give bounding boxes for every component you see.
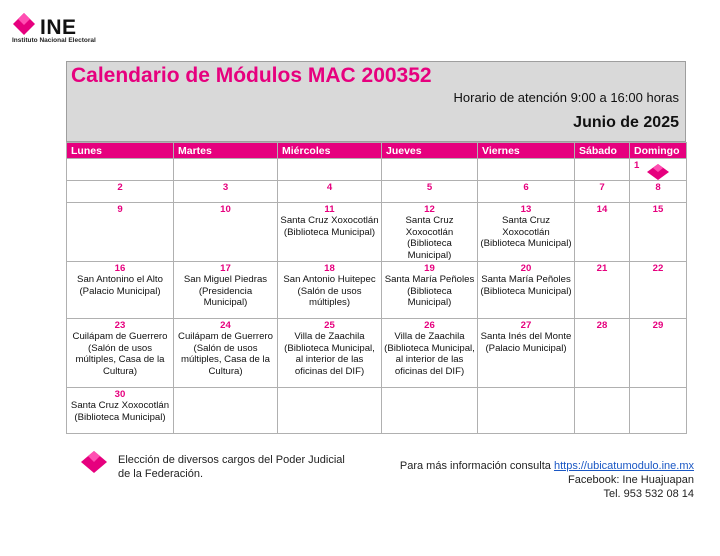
day-cell	[630, 388, 687, 434]
logo-subtitle: Instituto Nacional Electoral	[12, 37, 96, 44]
module-location: Villa de Zaachila (Biblioteca Municipal, al interior de las oficinas del DIF)	[284, 331, 375, 377]
day-number: 24	[220, 320, 231, 332]
day-number: 5	[426, 182, 433, 193]
day-cell	[575, 203, 630, 262]
day-cell	[382, 159, 478, 181]
day-cell	[630, 262, 687, 319]
day-number: 10	[220, 204, 231, 215]
day-number: 16	[114, 263, 126, 275]
info-link[interactable]: https://ubicatumodulo.ine.mx	[553, 460, 694, 472]
day-cell	[174, 181, 278, 203]
calendar-table	[66, 142, 687, 434]
calendar-header	[66, 61, 686, 142]
module-location: San Antonino el Alto (Palacio Municipal)	[77, 274, 163, 297]
day-cell	[174, 388, 278, 434]
day-number: 19	[424, 263, 435, 275]
day-cell	[67, 159, 174, 181]
day-number: 15	[652, 204, 664, 215]
day-cell	[174, 203, 278, 262]
day-cell	[630, 159, 687, 181]
day-cell	[478, 159, 575, 181]
day-cell	[278, 319, 382, 388]
day-number: 7	[599, 182, 605, 193]
day-cell	[575, 159, 630, 181]
day-cell	[478, 319, 575, 388]
day-number: 23	[114, 320, 126, 332]
week-row	[67, 388, 687, 434]
day-number: 30	[114, 389, 126, 401]
module-location: Santa Cruz Xoxocotlán (Biblioteca Municipal)	[280, 215, 379, 238]
module-location: Santa Cruz Xoxocotlán (Biblioteca Municipal)	[480, 215, 572, 250]
day-cell	[278, 181, 382, 203]
day-cell	[575, 319, 630, 388]
day-cell	[478, 181, 575, 203]
day-cell	[575, 181, 630, 203]
day-number: 21	[596, 263, 608, 275]
legend-line: de la Federación.	[118, 467, 203, 480]
legend-text	[118, 454, 345, 481]
month-label: Junio de 2025	[573, 114, 679, 131]
day-cell	[278, 388, 382, 434]
module-location: San Miguel Piedras (Presidencia Municipal)	[183, 274, 268, 309]
module-location: Santa Cruz Xoxocotlán (Biblioteca Municipal)	[70, 400, 170, 423]
module-location: Santa María Peñoles (Biblioteca Municipal)	[384, 274, 475, 309]
day-number: 20	[520, 263, 532, 275]
weekday-header: Sábado	[575, 143, 630, 159]
day-cell	[478, 388, 575, 434]
day-number: 8	[655, 182, 661, 193]
weekday-header: Domingo	[630, 143, 687, 159]
module-location: Santa María Peñoles (Biblioteca Municipal)	[480, 274, 572, 297]
day-cell	[382, 203, 478, 262]
day-cell	[67, 388, 174, 434]
day-cell	[382, 388, 478, 434]
day-number: 1	[634, 160, 640, 171]
legend-line: Elección de diversos cargos del Poder Judicial	[118, 454, 345, 466]
day-cell	[630, 181, 687, 203]
day-number: 22	[652, 263, 664, 275]
day-number: 26	[424, 320, 435, 332]
ine-diamond-icon	[12, 12, 40, 36]
day-cell	[278, 203, 382, 262]
day-cell	[575, 262, 630, 319]
weekday-header: Lunes	[67, 143, 174, 159]
day-number: 14	[596, 204, 608, 215]
day-cell	[67, 319, 174, 388]
info-prefix: Para más información consulta	[399, 460, 554, 472]
day-cell	[278, 262, 382, 319]
day-number: 28	[596, 320, 608, 332]
day-number: 17	[220, 263, 231, 275]
facebook-text: Facebook: Ine Huajuapan	[568, 474, 694, 486]
day-number: 18	[324, 263, 335, 275]
day-cell	[278, 159, 382, 181]
module-location: Cuilápam de Guerrero (Salón de usos múltiples, Casa de la Cultura)	[178, 331, 273, 377]
day-cell	[478, 203, 575, 262]
day-cell	[478, 262, 575, 319]
election-marker-icon	[646, 164, 670, 180]
day-number: 25	[324, 320, 335, 332]
day-cell	[382, 319, 478, 388]
day-number: 3	[222, 182, 229, 193]
day-cell	[67, 262, 174, 319]
module-location: Cuilápam de Guerrero (Salón de usos múltiples, Casa de la Cultura)	[72, 331, 168, 377]
weekday-header: Viernes	[478, 143, 575, 159]
week-row	[67, 181, 687, 203]
day-number: 13	[520, 204, 532, 215]
week-row	[67, 203, 687, 262]
day-cell	[575, 388, 630, 434]
week-row	[67, 262, 687, 319]
day-cell	[67, 181, 174, 203]
day-number: 11	[324, 204, 335, 215]
day-number: 2	[117, 182, 123, 193]
ine-logo	[12, 12, 122, 48]
weekday-header: Martes	[174, 143, 278, 159]
module-location: San Antonio Huitepec (Salón de usos múltiples)	[283, 274, 376, 309]
phone-text: Tel. 953 532 08 14	[603, 488, 694, 500]
day-number: 9	[117, 204, 123, 215]
election-legend-icon	[80, 451, 108, 473]
contact-info	[400, 459, 694, 501]
day-cell	[174, 319, 278, 388]
day-number: 4	[326, 182, 333, 193]
day-cell	[174, 159, 278, 181]
day-cell	[630, 319, 687, 388]
week-row	[67, 319, 687, 388]
day-cell	[174, 262, 278, 319]
day-number: 12	[424, 204, 435, 215]
module-location: Santa Cruz Xoxocotlán (Biblioteca Municipal)	[405, 215, 454, 261]
weekday-header: Miércoles	[278, 143, 382, 159]
office-hours: Horario de atención 9:00 a 16:00 horas	[453, 90, 679, 105]
page-title: Calendario de Módulos MAC 200352	[71, 64, 432, 87]
module-location: Villa de Zaachila (Biblioteca Municipal, al interior de las oficinas del DIF)	[384, 331, 475, 377]
module-location: Santa Inés del Monte (Palacio Municipal)	[480, 331, 572, 354]
day-cell	[67, 203, 174, 262]
day-cell	[382, 181, 478, 203]
weekday-header: Jueves	[382, 143, 478, 159]
day-number: 6	[523, 182, 529, 193]
logo-text: INE	[40, 16, 77, 39]
day-number: 27	[520, 320, 532, 332]
weekday-header-row	[67, 143, 687, 159]
week-row	[67, 159, 687, 181]
day-number: 29	[652, 320, 664, 332]
day-cell	[630, 203, 687, 262]
day-cell	[382, 262, 478, 319]
